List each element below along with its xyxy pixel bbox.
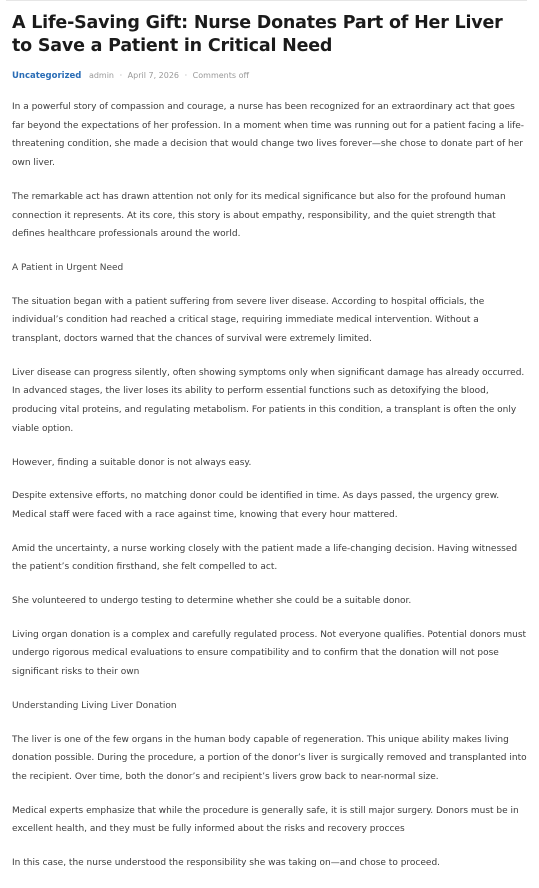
article-body (12, 98, 527, 873)
meta-separator: · (119, 71, 123, 80)
section-heading: A Patient in Urgent Need (12, 262, 124, 273)
paragraph: In a powerful story of compassion and courage, a nurse has been recognized for an extraordinary act that goes far beyond the expectations of her profession. In a moment when time was running out for a patient facing a life-threatening condition, she made a decision that would change two lives forever—she chose to donate part of her own liver. (12, 102, 525, 169)
article-title: A Life-Saving Gift: Nurse Donates Part of Her Liver to Save a Patient in Critical Need (12, 13, 503, 56)
paragraph: However, finding a suitable donor is not always easy. (12, 457, 252, 468)
paragraph: Living organ donation is a complex and carefully regulated process. Not everyone qualifies. Potential donors must undergo rigorous medical evaluations to ensure compatibility and to confirm that the donation will not pose significant risks to their own (12, 629, 527, 678)
author-link[interactable]: admin (88, 71, 115, 80)
paragraph: The remarkable act has drawn attention not only for its medical significance but also for the profound human connection it represents. At its core, this story is about empathy, responsibility, and the quiet strength that defines healthcare professionals around the world. (12, 191, 506, 240)
article-meta (12, 70, 527, 82)
top-divider (6, 0, 527, 1)
post-date[interactable]: April 7, 2026 (127, 71, 180, 80)
paragraph: Amid the uncertainty, a nurse working closely with the patient made a life-changing decision. Having witnessed the patient’s condition firsthand, she felt compelled to act. (12, 543, 518, 573)
paragraph: Medical experts emphasize that while the procedure is generally safe, it is still major surgery. Donors must be in excellent health, and they must be fully informed about the risks and recovery procces (12, 805, 519, 835)
paragraph: The liver is one of the few organs in the human body capable of regeneration. This unique ability makes living donation possible. During the procedure, a portion of the donor’s liver is surgically removed and transplanted into the recipient. Over time, both the donor’s and recipient’s livers grow back to near-normal size. (12, 734, 527, 782)
paragraph: The situation began with a patient suffering from severe liver disease. According to hospital officials, the individual’s condition had reached a critical stage, requiring immediate medical intervention. Without a transplant, doctors warned that the chances of survival were extremely limited. (12, 296, 485, 345)
article (12, 12, 527, 888)
comments-status: Comments off (192, 71, 249, 80)
paragraph: She volunteered to undergo testing to determine whether she could be a suitable donor. (12, 596, 412, 607)
section-heading: Understanding Living Liver Donation (12, 700, 177, 711)
paragraph: Despite extensive efforts, no matching donor could be identified in time. As days passed, the urgency grew. Medical staff were faced with a race against time, knowing that every hour mattered. (12, 491, 500, 520)
meta-separator: · (184, 71, 188, 80)
category-link[interactable]: Uncategorized (12, 71, 82, 81)
paragraph: In this case, the nurse understood the responsibility she was taking on—and chose to proceed. (12, 858, 441, 869)
paragraph: Liver disease can progress silently, often showing symptoms only when significant damage has already occurred. In advanced stages, the liver loses its ability to perform essential functions such as detoxifying the blood, producing vital proteins, and regulating metabolism. For patients in this condition, a transplant is often the only viable option. (12, 367, 525, 434)
